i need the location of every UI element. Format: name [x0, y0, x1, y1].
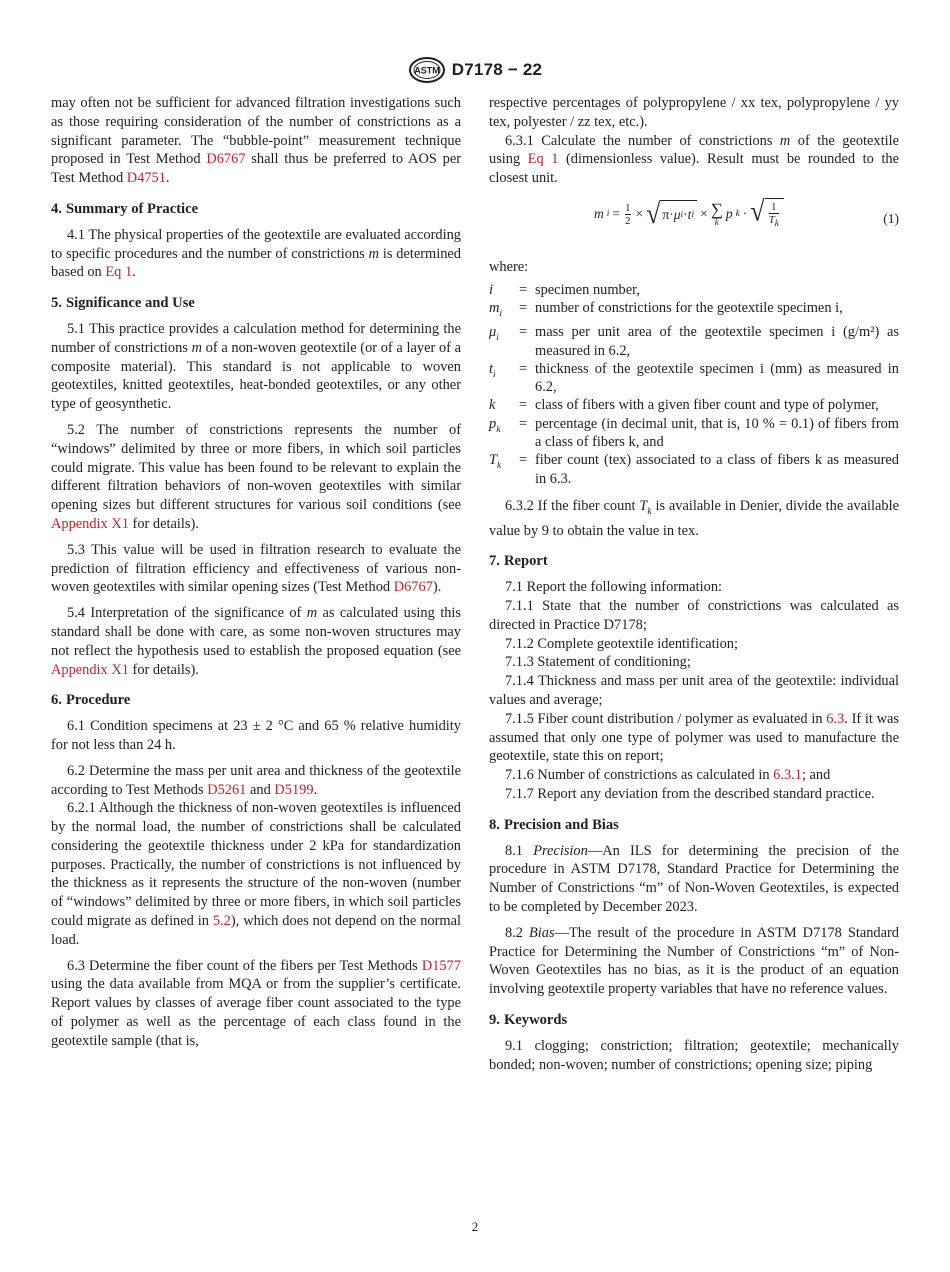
astm-logo-icon	[408, 57, 446, 83]
intro-paragraph: may often not be sufficient for advanced filtration investigations such as those requiring consideration of the number of constrictions as a significant parameter. The “bubble-point” measurement technique proposed in Test Method D6767 shall thus be preferred to AOS per Test Method D4751.	[51, 95, 462, 187]
paragraph-5-2: 5.2 The number of constrictions represents the number of “windows” delimited by three or more fibers, in which soil particles could migrate. This value has been found to be relevant to explain the different filtration behaviors of non-woven geotextiles with similar opening sizes but different structures for various soil conditions (see Appendix X1 for details).	[51, 421, 461, 532]
page-number: 2	[471, 1219, 479, 1234]
paragraph-7-1-1: 7.1.1 State that the number of constrictions was calculated as directed in Practice D7178;	[489, 597, 899, 633]
section-7-heading: 7. Report	[489, 553, 548, 570]
ref-eq1[interactable]: Eq 1	[527, 151, 559, 168]
definition-text: mass per unit area of the geotextile specimen i (g/m²) as measured in 6.2,	[535, 324, 899, 359]
page-header	[0, 57, 950, 83]
variable-definitions	[489, 281, 899, 488]
definition-equals: =	[519, 324, 528, 341]
paragraph-6-3-2: 6.3.2 If the fiber count $T_k$ is available in Denier, divide the available value by 9 to obtain the value in tex.	[489, 497, 899, 539]
paragraph-6-3-continued: respective percentages of polypropylene / xx tex, polypropylene / yy tex, polyester / zz tex, etc.).	[489, 95, 899, 130]
ref-appendix-x1[interactable]: Appendix X1	[51, 661, 129, 678]
definition-text: class of fibers with a given fiber count and type of polymer,	[535, 397, 879, 414]
paragraph-6-2: 6.2 Determine the mass per unit area and thickness of the geotextile according to Test Methods D5261 and D5199.	[51, 762, 461, 798]
equation-1	[489, 194, 899, 248]
section-5-heading: 5. Significance and Use	[51, 295, 195, 312]
where-label: where:	[489, 258, 529, 275]
paragraph-8-2: 8.2 Bias—The result of the procedure in ASTM D7178 Standard Practice for Determining the Number of Constrictions “m” of Non-Woven Geotextiles has no bias, as it is the product of an equation involving geotextile property variables that have no reference values.	[489, 924, 899, 998]
definition-equals: =	[519, 300, 528, 317]
paragraph-7-1-7: 7.1.7 Report any deviation from the described standard practice.	[505, 785, 875, 802]
paragraph-8-1: 8.1 Precision—An ILS for determining the precision of the procedure in ASTM D7178, Standard Practice for Determining the Number of Constrictions “m” of Non-Woven Geotextiles, is expected to be completed by December 2023.	[489, 842, 899, 915]
section-9-heading: 9. Keywords	[489, 1011, 568, 1028]
section-6-heading: 6. Procedure	[51, 692, 131, 709]
definition-equals: =	[519, 415, 528, 432]
svg-text:ASTM: ASTM	[414, 65, 440, 76]
paragraph-4-1: 4.1 The physical properties of the geotextile are evaluated according to specific procedures and the number of constrictions m is determined based on Eq 1.	[51, 226, 461, 281]
equation-number: (1)	[883, 210, 899, 226]
definition-symbol: $T_k$	[489, 452, 502, 472]
paragraph-5-3: 5.3 This value will be used in filtration research to evaluate the prediction of filtration efficiency and effectiveness of various non-woven geotextiles with similar opening sizes (Test Method D6767).	[51, 541, 461, 596]
paragraph-6-2-1: 6.2.1 Although the thickness of non-woven geotextiles is influenced by the normal load, the number of constrictions shall be calculated considering the geotextile thickness under 2 kPa for standardization purposes. Practically, the number of constrictions is not influenced by the thickness as it represents the structure of the non-woven (number of “windows” delimited by three or more fibers, in which soil particles could migrate as defined in 5.2), which does not depend on the normal load.	[51, 800, 461, 948]
left-column	[51, 94, 461, 1058]
document-id: D7178 − 22	[451, 60, 543, 79]
ref-d6767[interactable]: D6767	[393, 579, 433, 596]
ref-5-2[interactable]: 5.2	[212, 913, 231, 930]
paragraph-7-1-4: 7.1.4 Thickness and mass per unit area of the geotextile: individual values and average;	[489, 673, 899, 708]
ref-d4751[interactable]: D4751	[126, 170, 166, 187]
definition-text: specimen number,	[535, 281, 640, 298]
paragraph-7-1-6: 7.1.6 Number of constrictions as calculated in 6.3.1; and	[505, 767, 831, 784]
definition-text: thickness of the geotextile specimen i (mm) as measured in 6.2,	[535, 360, 899, 396]
paragraph-7-1-2: 7.1.2 Complete geotextile identification;	[505, 635, 738, 652]
ref-d1577[interactable]: D1577	[421, 957, 461, 974]
ref-d6767[interactable]: D6767	[206, 151, 246, 168]
ref-eq1[interactable]: Eq 1	[105, 264, 133, 281]
paragraph-5-1: 5.1 This practice provides a calculation method for determining the number of constrictions m of a non-woven geotextile (or of a layer of a composite material). This standard is not applicable to woven geotextiles, knitted geotextiles, heat-bonded geotextiles, or any other type of geosynthetic.	[51, 320, 462, 413]
equation-body: m i = $\frac{1}{2}$ × √ π · μ i · t i × ∑ k p k · √ $\frac{1}{T_k}$	[594, 198, 784, 230]
definition-symbol: i	[489, 281, 493, 298]
definition-text: fiber count (tex) associated to a class of fibers k as measured in 6.3.	[535, 452, 899, 487]
section-4-heading: 4. Summary of Practice	[51, 200, 199, 217]
paragraph-7-1-5: 7.1.5 Fiber count distribution / polymer as evaluated in 6.3. If it was assumed that only one type of polymer was used to manufacture the geotextile, state this on report;	[489, 710, 899, 765]
definition-equals: =	[519, 360, 528, 377]
definition-symbol: $p_k$	[489, 415, 501, 435]
definition-equals: =	[519, 281, 528, 298]
ref-appendix-x1[interactable]: Appendix X1	[51, 515, 129, 532]
definition-text: number of constrictions for the geotextile specimen i,	[535, 300, 843, 317]
section-8-heading: 8. Precision and Bias	[489, 816, 619, 833]
definition-text: percentage (in decimal unit, that is, 10 % = 0.1) of fibers from a class of fibers k, and	[535, 415, 899, 451]
definition-equals: =	[519, 397, 528, 414]
paragraph-5-4: 5.4 Interpretation of the significance of m as calculated using this standard shall be done with care, as some non-woven structures may not reflect the hypothesis used to establish the proposed equation (see Appendix X1 for details).	[51, 605, 461, 678]
paragraph-7-1-3: 7.1.3 Statement of conditioning;	[505, 654, 691, 671]
paragraph-6-1: 6.1 Condition specimens at 23 ± 2 °C and 65 % relative humidity for not less than 24 h.	[51, 718, 461, 753]
paragraph-7-1: 7.1 Report the following information:	[505, 579, 723, 596]
definition-symbol: $t_i$	[489, 360, 496, 380]
ref-6-3[interactable]: 6.3	[826, 710, 845, 727]
definition-symbol: k	[489, 397, 496, 414]
right-column	[489, 94, 899, 1081]
paragraph-6-3: 6.3 Determine the fiber count of the fibers per Test Methods D1577 using the data available from MQA or from the supplier’s certificate. Report values by classes of average fiber count associated to the type of polymer as well as the percentage of each class found in the geotextile sample (that is,	[51, 957, 461, 1049]
ref-d5199[interactable]: D5199	[274, 781, 314, 798]
paragraph-6-3-1: 6.3.1 Calculate the number of constrictions m of the geotextile using Eq 1 (dimensionless value). Result must be rounded to the closest unit.	[489, 132, 899, 187]
ref-6-3-1[interactable]: 6.3.1	[773, 767, 802, 784]
definition-symbol: $\mu_i$	[489, 324, 499, 344]
definition-symbol: $m_i$	[489, 300, 503, 319]
definition-equals: =	[519, 452, 528, 469]
paragraph-9-1: 9.1 clogging; constriction; filtration; geotextile; mechanically bonded; non-woven; number of constrictions; opening size; piping	[489, 1037, 899, 1073]
ref-d5261[interactable]: D5261	[207, 781, 247, 798]
